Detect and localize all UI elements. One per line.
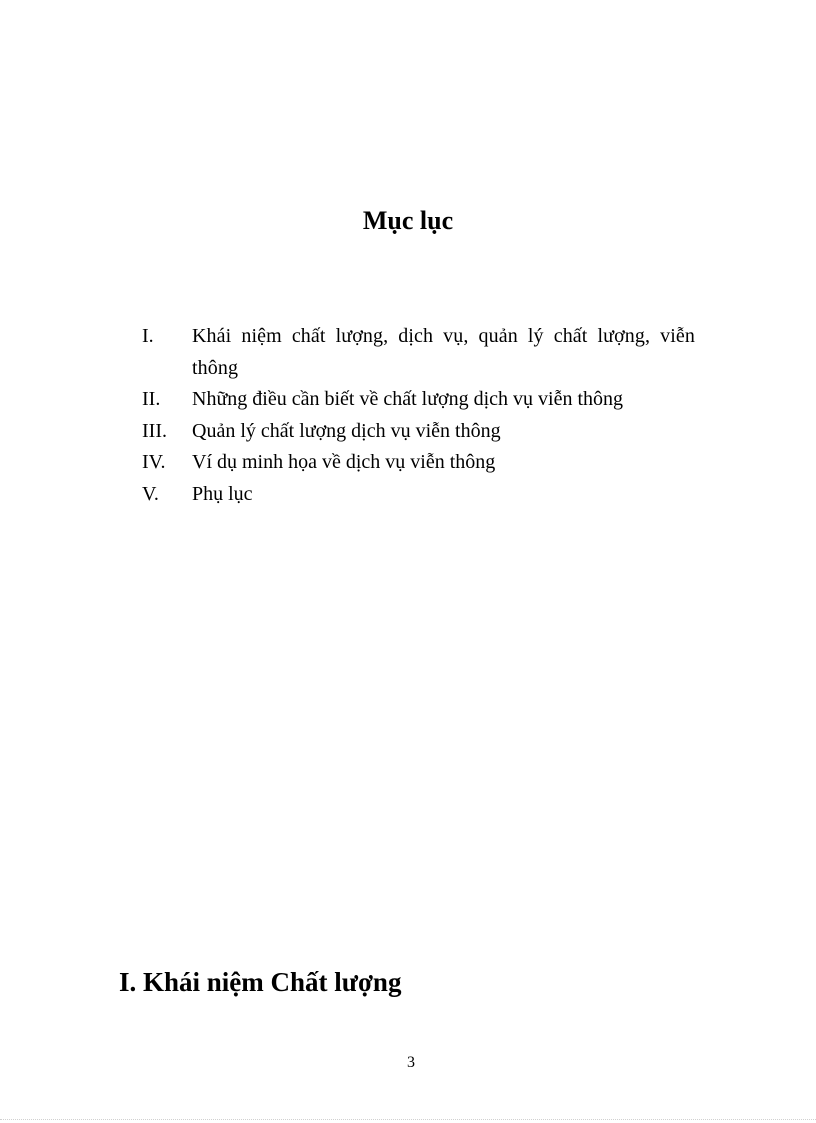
toc-item bbox=[142, 447, 695, 479]
toc-item bbox=[142, 479, 695, 511]
toc-item bbox=[142, 384, 695, 416]
section-heading: I. Khái niệm Chất lượng bbox=[119, 967, 402, 997]
toc-item bbox=[142, 416, 695, 448]
toc-item-text: Phụ lục bbox=[192, 482, 253, 505]
toc-item-text: Khái niệm chất lượng, dịch vụ, quản lý chất lượng, viễn thông bbox=[192, 325, 695, 379]
toc-item-number: IV. bbox=[142, 451, 166, 473]
toc-item-number: I. bbox=[142, 325, 154, 347]
toc-item bbox=[142, 321, 695, 384]
toc-item-text: Ví dụ minh họa về dịch vụ viễn thông bbox=[192, 451, 496, 473]
page-number: 3 bbox=[407, 1054, 415, 1071]
toc-item-number: V. bbox=[142, 482, 159, 505]
toc-title: Mục lục bbox=[362, 206, 454, 235]
toc-item-text: Quản lý chất lượng dịch vụ viễn thông bbox=[192, 419, 501, 442]
toc-item-text: Những điều cần biết về chất lượng dịch vụ viễn thông bbox=[192, 388, 624, 410]
page-bottom-rule bbox=[0, 1119, 816, 1120]
toc-list bbox=[142, 321, 695, 510]
toc-item-number: II. bbox=[142, 388, 161, 410]
toc-item-number: III. bbox=[142, 419, 167, 442]
